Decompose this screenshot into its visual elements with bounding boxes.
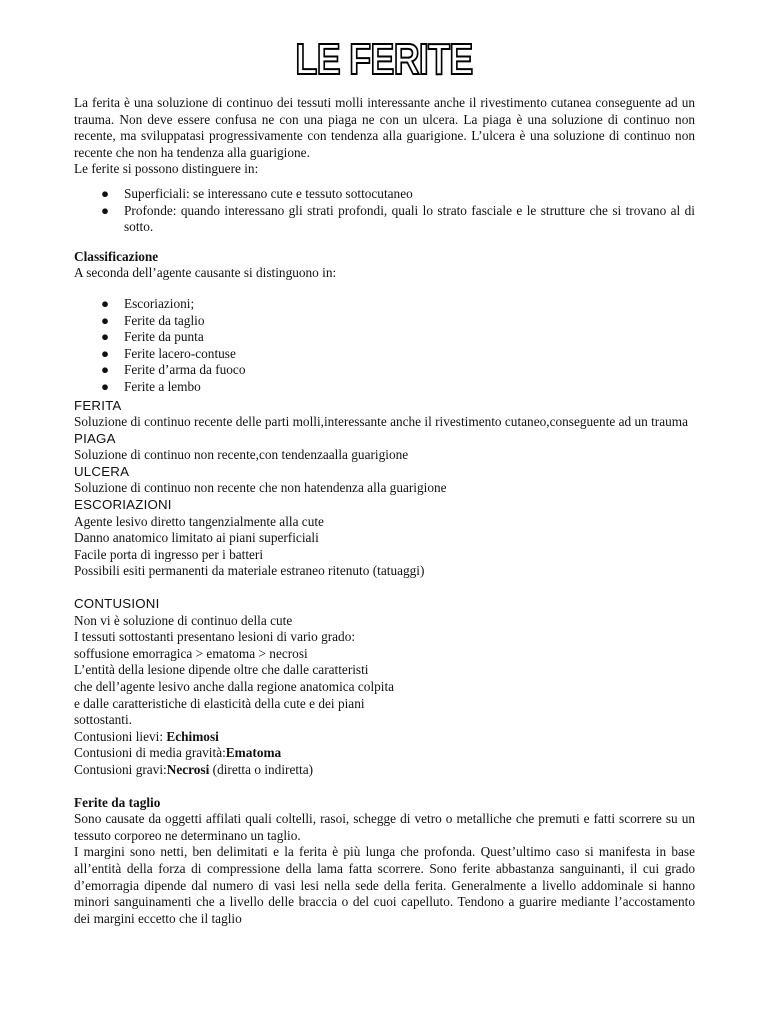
distinguish-line: Le ferite si possono distinguere in: [74, 161, 259, 177]
escoriazioni-line: Facile porta di ingresso per i batteri [74, 546, 264, 562]
wound-types-list [74, 186, 695, 236]
taglio-paragraph: Sono causate da oggetti affilati quali coltelli, rasoi, schegge di vetro o metalliche che premuti e fatti scorrere su un tessuto corporeo ne determinano un taglio. [74, 811, 695, 843]
list-item: ● Ferite d’arma da fuoco [101, 362, 246, 378]
list-item: ● Ferite da taglio [101, 312, 205, 328]
document-body [74, 95, 695, 927]
bullet-icon: ● [101, 362, 110, 378]
contusioni-gravi: Contusioni gravi:Necrosi (diretta o indiretta) [74, 761, 314, 777]
ferita-heading: FERITA [74, 397, 122, 413]
contusioni-heading: CONTUSIONI [74, 596, 160, 612]
list-item: ● Profonde: quando interessano gli strati profondi, quali lo strato fasciale e le strutture che si trovano al di sotto. [101, 202, 695, 235]
contusioni-line: I tessuti sottostanti presentano lesioni di vario grado: [74, 629, 356, 645]
bullet-icon: ● [101, 312, 110, 328]
contusioni-lievi: Contusioni lievi: Echimosi [74, 728, 219, 744]
piaga-text: Soluzione di continuo non recente,con tendenzaalla guarigione [74, 447, 409, 463]
contusioni-line: L’entità della lesione dipende oltre che dalle caratteristi [74, 662, 369, 678]
contusioni-line: Non vi è soluzione di continuo della cute [74, 612, 293, 628]
page-title: LE FERITE [295, 35, 473, 84]
list-item: ● Escoriazioni; [101, 295, 195, 311]
list-item: ● Ferite lacero-contuse [101, 345, 236, 361]
contusioni-media: Contusioni di media gravità:Ematoma [74, 745, 282, 761]
escoriazioni-line: Danno anatomico limitato ai piani superficiali [74, 530, 319, 546]
classification-intro: A seconda dell’agente causante si distinguono in: [74, 265, 337, 281]
piaga-heading: PIAGA [74, 430, 116, 446]
list-item: ● Ferite da punta [101, 329, 204, 345]
escoriazioni-line: Possibili esiti permanenti da materiale estraneo ritenuto (tatuaggi) [74, 563, 425, 579]
bullet-icon: ● [101, 202, 110, 218]
contusioni-line: che dell’agente lesivo anche dalla regione anatomica colpita [74, 679, 395, 694]
bullet-icon: ● [101, 295, 110, 311]
escoriazioni-line: Agente lesivo diretto tangenzialmente alla cute [74, 513, 324, 529]
contusioni-line: soffusione emorragica > ematoma > necrosi [74, 645, 308, 661]
bullet-icon: ● [101, 185, 110, 201]
ulcera-heading: ULCERA [74, 463, 130, 479]
classification-list [74, 296, 695, 396]
bullet-icon: ● [101, 329, 110, 345]
bullet-icon: ● [101, 378, 110, 394]
list-item: ● Superficiali: se interessano cute e tessuto sottocutaneo [101, 185, 413, 201]
title-area [0, 35, 768, 84]
ulcera-text: Soluzione di continuo non recente che non hatendenza alla guarigione [74, 480, 447, 496]
ferita-text: Soluzione di continuo recente delle parti molli,interessante anche il rivestimento cutaneo,conseguente ad un trauma [74, 414, 689, 430]
taglio-paragraph: I margini sono netti, ben delimitati e la ferita è più lunga che profonda. Quest’ultimo caso si manifesta in base all’entità della forza di compressione della lama fatta scorrere. Sono ferite abbastanza sanguinanti, il cui grado d’emorragia dipende dal numero di vasi lesi nella sede della ferita. Generalmente a livello addominale si hanno minori sanguinamenti che a livello delle braccia o del cuoi capelluto. Tendono a guarire mediante l’accostamento dei margini eccetto che il taglio [74, 844, 695, 926]
classification-heading: Classificazione [74, 248, 159, 264]
contusioni-line: e dalle caratteristiche di elasticità della cute e dei piani [74, 695, 365, 711]
list-item: ● Ferite a lembo [101, 378, 201, 394]
intro-paragraph: La ferita è una soluzione di continuo dei tessuti molli interessante anche il rivestimento cutanea conseguente ad un trauma. Non deve essere confusa ne con una piaga ne con un ulcera. La piaga è una soluzione di continuo non recente, ma sviluppatasi progressivamente con tendenza alla guarigione. L’ulcera è una soluzione di continuo non recente che non ha tendenza alla guarigione. [74, 95, 695, 160]
bullet-icon: ● [101, 345, 110, 361]
contusioni-line: sottostanti. [74, 712, 132, 728]
taglio-heading: Ferite da taglio [74, 794, 161, 810]
escoriazioni-heading: ESCORIAZIONI [74, 497, 172, 513]
